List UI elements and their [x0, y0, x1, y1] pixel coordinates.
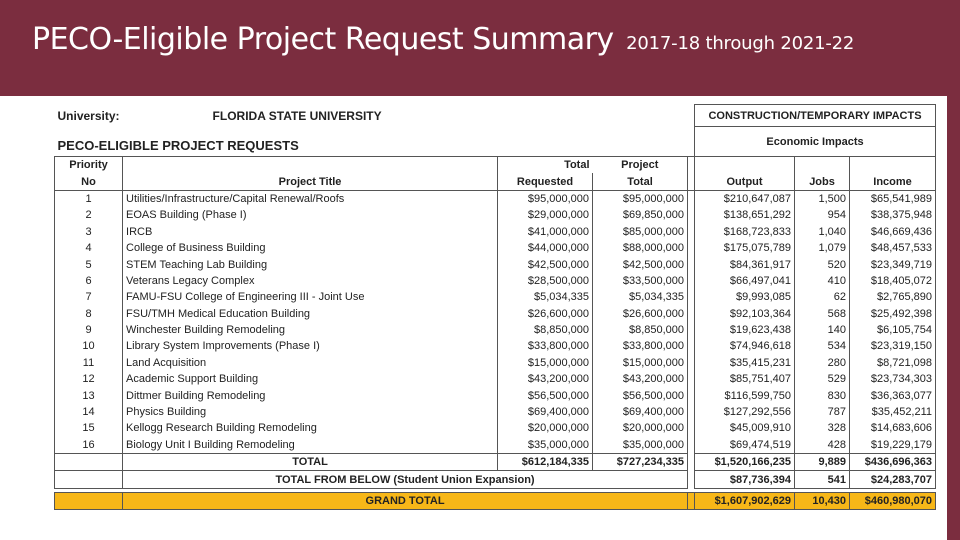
priority-cell: 13: [55, 387, 123, 403]
project-title-cell: Physics Building: [123, 404, 498, 420]
grand-total-output: $1,607,902,629: [695, 492, 795, 509]
total-jobs: 9,889: [795, 454, 850, 471]
table-row: [55, 190, 936, 207]
table-row: [55, 371, 936, 387]
requested-cell: $8,850,000: [498, 322, 593, 338]
income-cell: $19,229,179: [850, 437, 936, 454]
requested-cell: $69,400,000: [498, 404, 593, 420]
project-title-cell: College of Business Building: [123, 240, 498, 256]
header-priority-no: No: [55, 173, 123, 190]
output-cell: $85,751,407: [695, 371, 795, 387]
priority-cell: 7: [55, 289, 123, 305]
university-label: University:: [57, 108, 120, 123]
header-jobs: Jobs: [795, 173, 850, 190]
output-cell: $35,415,231: [695, 355, 795, 371]
output-cell: $210,647,087: [695, 190, 795, 207]
output-cell: $175,075,789: [695, 240, 795, 256]
project-title-cell: Kellogg Research Building Remodeling: [123, 420, 498, 436]
income-cell: $23,319,150: [850, 338, 936, 354]
project-total-cell: $35,000,000: [593, 437, 688, 454]
requested-cell: $41,000,000: [498, 224, 593, 240]
requested-cell: $33,800,000: [498, 338, 593, 354]
output-cell: $168,723,833: [695, 224, 795, 240]
priority-cell: 15: [55, 420, 123, 436]
grand-total-row: [55, 492, 936, 509]
income-cell: $25,492,398: [850, 306, 936, 322]
table-row: [55, 387, 936, 403]
header-total: Total: [593, 173, 688, 190]
header-output: Output: [695, 173, 795, 190]
income-cell: $2,765,890: [850, 289, 936, 305]
jobs-cell: 1,079: [795, 240, 850, 256]
priority-cell: 14: [55, 404, 123, 420]
priority-cell: 2: [55, 207, 123, 223]
income-cell: $46,669,436: [850, 224, 936, 240]
slide-title: [32, 22, 854, 57]
project-total-cell: $15,000,000: [593, 355, 688, 371]
project-total-cell: $42,500,000: [593, 256, 688, 272]
requested-cell: $15,000,000: [498, 355, 593, 371]
project-title-cell: Biology Unit I Building Remodeling: [123, 437, 498, 454]
requested-cell: $42,500,000: [498, 256, 593, 272]
income-cell: $65,541,989: [850, 190, 936, 207]
project-title-cell: Academic Support Building: [123, 371, 498, 387]
total-from-below-income: $24,283,707: [850, 471, 936, 488]
jobs-cell: 1,040: [795, 224, 850, 240]
jobs-cell: 529: [795, 371, 850, 387]
jobs-cell: 140: [795, 322, 850, 338]
income-cell: $14,683,606: [850, 420, 936, 436]
output-cell: $138,651,292: [695, 207, 795, 223]
output-cell: $19,623,438: [695, 322, 795, 338]
table-row: [55, 207, 936, 223]
project-title-cell: EOAS Building (Phase I): [123, 207, 498, 223]
priority-cell: 3: [55, 224, 123, 240]
project-requests-table: [54, 104, 936, 510]
output-cell: $127,292,556: [695, 404, 795, 420]
project-title-cell: FSU/TMH Medical Education Building: [123, 306, 498, 322]
right-accent-strip: [947, 0, 960, 540]
income-cell: $8,721,098: [850, 355, 936, 371]
table-row: [55, 338, 936, 354]
project-total-cell: $33,800,000: [593, 338, 688, 354]
total-income: $436,696,363: [850, 454, 936, 471]
requested-cell: $95,000,000: [498, 190, 593, 207]
requested-cell: $35,000,000: [498, 437, 593, 454]
project-summary-sheet: [54, 104, 936, 510]
project-total-cell: $26,600,000: [593, 306, 688, 322]
table-row: [55, 240, 936, 256]
jobs-cell: 954: [795, 207, 850, 223]
output-cell: $84,361,917: [695, 256, 795, 272]
section-title: PECO-ELIGIBLE PROJECT REQUESTS: [57, 138, 299, 154]
economic-impacts-title: Economic Impacts: [695, 127, 936, 157]
jobs-cell: 62: [795, 289, 850, 305]
project-total-cell: $69,850,000: [593, 207, 688, 223]
jobs-cell: 1,500: [795, 190, 850, 207]
total-output: $1,520,166,235: [695, 454, 795, 471]
total-project-total: $727,234,335: [593, 454, 688, 471]
grand-total-jobs: 10,430: [795, 492, 850, 509]
university-name: FLORIDA STATE UNIVERSITY: [212, 108, 382, 123]
requested-cell: $28,500,000: [498, 273, 593, 289]
project-total-cell: $5,034,335: [593, 289, 688, 305]
project-title-cell: Winchester Building Remodeling: [123, 322, 498, 338]
total-from-below-row: [55, 471, 936, 488]
table-row: [55, 355, 936, 371]
table-row: [55, 420, 936, 436]
total-from-below-jobs: 541: [795, 471, 850, 488]
income-cell: $35,452,211: [850, 404, 936, 420]
priority-cell: 5: [55, 256, 123, 272]
project-total-cell: $43,200,000: [593, 371, 688, 387]
project-title-cell: IRCB: [123, 224, 498, 240]
table-row: [55, 224, 936, 240]
table-row: [55, 404, 936, 420]
project-total-cell: $69,400,000: [593, 404, 688, 420]
table-row: [55, 322, 936, 338]
output-cell: $66,497,041: [695, 273, 795, 289]
project-title-cell: Veterans Legacy Complex: [123, 273, 498, 289]
priority-cell: 9: [55, 322, 123, 338]
income-cell: $38,375,948: [850, 207, 936, 223]
priority-cell: 1: [55, 190, 123, 207]
project-title-cell: Library System Improvements (Phase I): [123, 338, 498, 354]
header-requested: Requested: [498, 173, 593, 190]
project-total-cell: $85,000,000: [593, 224, 688, 240]
requested-cell: $5,034,335: [498, 289, 593, 305]
jobs-cell: 520: [795, 256, 850, 272]
table-row: [55, 256, 936, 272]
priority-cell: 4: [55, 240, 123, 256]
project-total-cell: $88,000,000: [593, 240, 688, 256]
header-income: Income: [850, 173, 936, 190]
project-title-cell: FAMU-FSU College of Engineering III - Joint Use: [123, 289, 498, 305]
total-row: [55, 454, 936, 471]
requested-cell: $43,200,000: [498, 371, 593, 387]
grand-total-label: GRAND TOTAL: [123, 492, 688, 509]
table-row: [55, 437, 936, 454]
project-title-cell: STEM Teaching Lab Building: [123, 256, 498, 272]
jobs-cell: 787: [795, 404, 850, 420]
table-row: [55, 289, 936, 305]
jobs-cell: 830: [795, 387, 850, 403]
construction-impacts-title: CONSTRUCTION/TEMPORARY IMPACTS: [695, 105, 936, 127]
requested-cell: $29,000,000: [498, 207, 593, 223]
total-requested: $612,184,335: [498, 454, 593, 471]
priority-cell: 11: [55, 355, 123, 371]
output-cell: $74,946,618: [695, 338, 795, 354]
project-total-cell: $33,500,000: [593, 273, 688, 289]
priority-cell: 10: [55, 338, 123, 354]
header-project-total: Project: [593, 157, 688, 174]
output-cell: $92,103,364: [695, 306, 795, 322]
output-cell: $9,993,085: [695, 289, 795, 305]
priority-cell: 16: [55, 437, 123, 454]
income-cell: $6,105,754: [850, 322, 936, 338]
header-total-requested: Total: [498, 157, 593, 174]
slide-title-main: PECO-Eligible Project Request Summary: [32, 22, 614, 57]
project-total-cell: $56,500,000: [593, 387, 688, 403]
total-label: TOTAL: [123, 454, 498, 471]
priority-cell: 8: [55, 306, 123, 322]
income-cell: $18,405,072: [850, 273, 936, 289]
jobs-cell: 568: [795, 306, 850, 322]
slide-title-subtitle: 2017-18 through 2021-22: [626, 33, 855, 54]
header-priority: Priority: [55, 157, 123, 174]
project-total-cell: $95,000,000: [593, 190, 688, 207]
income-cell: $23,734,303: [850, 371, 936, 387]
jobs-cell: 328: [795, 420, 850, 436]
jobs-cell: 280: [795, 355, 850, 371]
total-from-below-output: $87,736,394: [695, 471, 795, 488]
output-cell: $69,474,519: [695, 437, 795, 454]
requested-cell: $44,000,000: [498, 240, 593, 256]
project-title-cell: Utilities/Infrastructure/Capital Renewal/Roofs: [123, 190, 498, 207]
project-title-cell: Dittmer Building Remodeling: [123, 387, 498, 403]
requested-cell: $56,500,000: [498, 387, 593, 403]
income-cell: $48,457,533: [850, 240, 936, 256]
total-from-below-label: TOTAL FROM BELOW (Student Union Expansion): [123, 471, 688, 488]
income-cell: $36,363,077: [850, 387, 936, 403]
output-cell: $116,599,750: [695, 387, 795, 403]
project-total-cell: $20,000,000: [593, 420, 688, 436]
jobs-cell: 428: [795, 437, 850, 454]
grand-total-income: $460,980,070: [850, 492, 936, 509]
header-project-title: Project Title: [123, 173, 498, 190]
jobs-cell: 534: [795, 338, 850, 354]
priority-cell: 6: [55, 273, 123, 289]
priority-cell: 12: [55, 371, 123, 387]
output-cell: $45,009,910: [695, 420, 795, 436]
requested-cell: $20,000,000: [498, 420, 593, 436]
project-title-cell: Land Acquisition: [123, 355, 498, 371]
table-row: [55, 306, 936, 322]
income-cell: $23,349,719: [850, 256, 936, 272]
project-total-cell: $8,850,000: [593, 322, 688, 338]
table-row: [55, 273, 936, 289]
jobs-cell: 410: [795, 273, 850, 289]
requested-cell: $26,600,000: [498, 306, 593, 322]
